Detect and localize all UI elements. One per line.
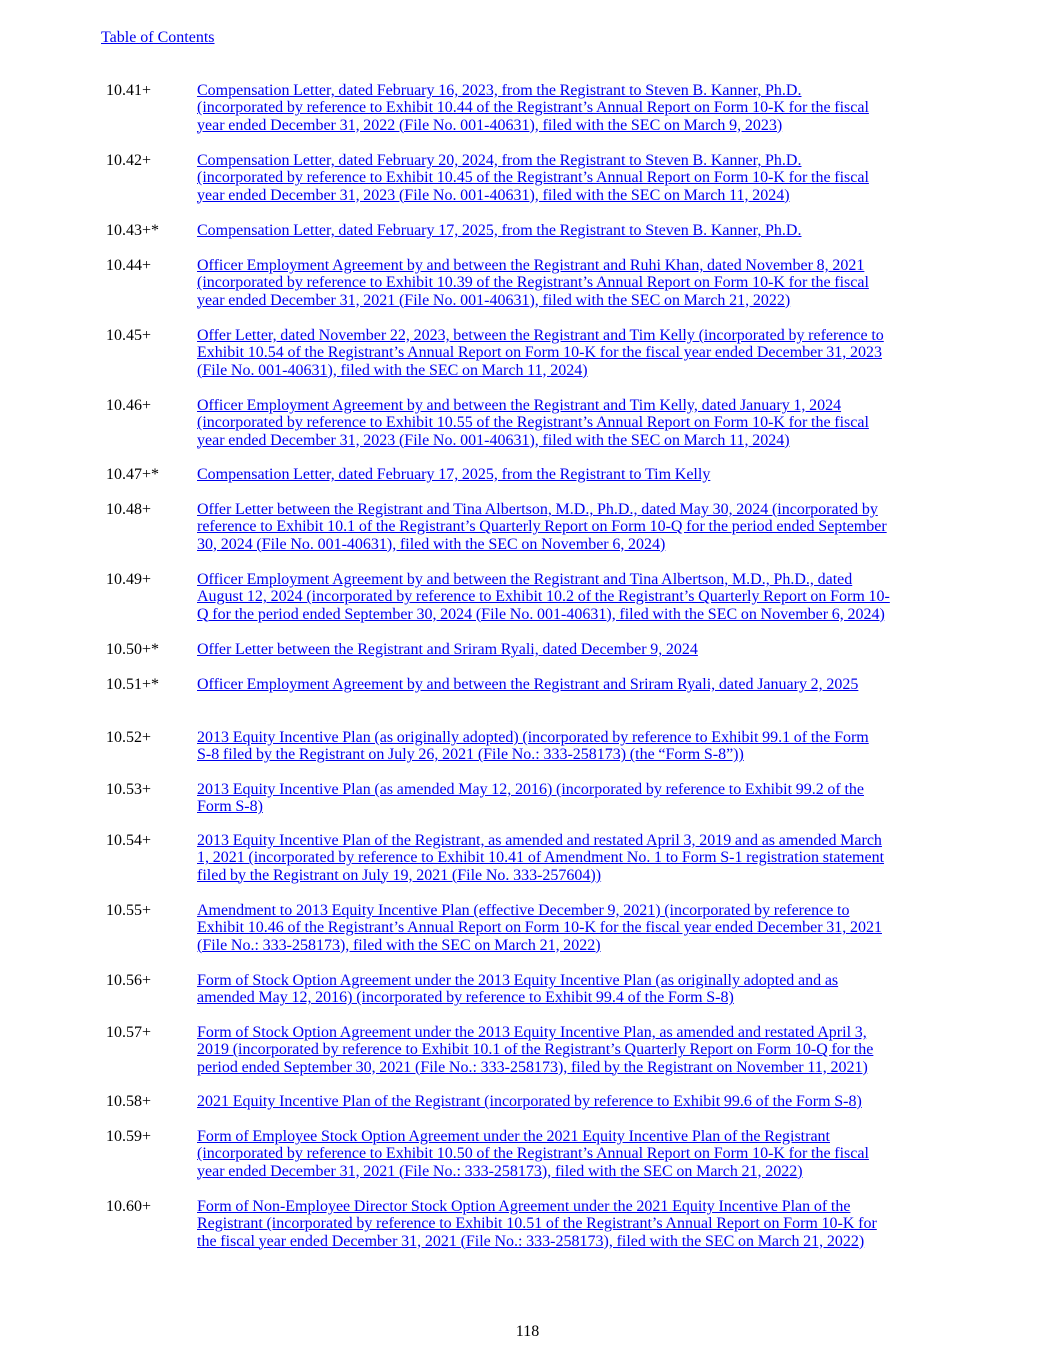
- exhibit-description-line: year ended December 31, 2023 (File No. 001-40631), filed with the SEC on March 11, 2024): [197, 186, 790, 204]
- exhibit-description-line: year ended December 31, 2022 (File No. 001-40631), filed with the SEC on March 9, 2023): [197, 116, 783, 134]
- exhibit-description-link[interactable]: [197, 466, 959, 483]
- exhibit-description-line: 2013 Equity Incentive Plan of the Registrant, as amended and restated April 3, 2019 and as amended March: [197, 832, 882, 849]
- exhibit-description-line: period ended September 30, 2021 (File No.: 333-258173), filed by the Registrant on November 11, 2021): [197, 1058, 868, 1076]
- exhibit-number: 10.46+: [106, 397, 152, 414]
- exhibit-description-link[interactable]: [197, 832, 959, 884]
- exhibit-number: 10.57+: [106, 1024, 152, 1041]
- exhibit-number: 10.44+: [106, 257, 152, 274]
- exhibit-description-line: S-8 filed by the Registrant on July 26, 2021 (File No.: 333-258173) (the “Form S-8”)): [197, 746, 744, 764]
- exhibit-description-link[interactable]: [197, 902, 959, 954]
- exhibit-description-line: filed by the Registrant on July 19, 2021 (File No. 333-257604)): [197, 866, 602, 884]
- exhibit-number: 10.42+: [106, 152, 152, 169]
- exhibit-description-line: year ended December 31, 2021 (File No.: 333-258173), filed with the SEC on March 21, 2022): [197, 1162, 803, 1180]
- exhibit-number: 10.60+: [106, 1198, 152, 1215]
- exhibit-description-line: August 12, 2024 (incorporated by reference to Exhibit 10.2 of the Registrant’s Quarterly Report on Form 10-: [197, 588, 890, 606]
- exhibit-description-line: (File No. 001-40631), filed with the SEC on March 11, 2024): [197, 361, 588, 379]
- exhibit-number: 10.41+: [106, 82, 152, 99]
- exhibit-description-line: (incorporated by reference to Exhibit 10.39 of the Registrant’s Annual Report on Form 10-K for the fiscal: [197, 274, 869, 292]
- exhibit-description-line: Offer Letter between the Registrant and Sriram Ryali, dated December 9, 2024: [197, 641, 698, 658]
- exhibit-description-link[interactable]: [197, 327, 959, 379]
- exhibit-description-line: 30, 2024 (File No. 001-40631), filed with the SEC on November 6, 2024): [197, 535, 666, 553]
- exhibit-description-link[interactable]: [197, 641, 959, 658]
- exhibit-description-line: Officer Employment Agreement by and between the Registrant and Ruhi Khan, dated November 8, 2021: [197, 257, 865, 274]
- exhibit-description-line: the fiscal year ended December 31, 2021 (File No.: 333-258173), filed with the SEC on March 21, 2022): [197, 1232, 865, 1250]
- page-number: 118: [515, 1323, 540, 1340]
- exhibit-description-line: 2013 Equity Incentive Plan (as originally adopted) (incorporated by reference to Exhibit 99.1 of the Form: [197, 729, 869, 746]
- exhibit-description-link[interactable]: [197, 397, 959, 449]
- exhibit-description-line: Officer Employment Agreement by and between the Registrant and Tina Albertson, M.D., Ph.D., dated: [197, 571, 853, 588]
- exhibit-number: 10.58+: [106, 1093, 152, 1110]
- table-of-contents-link[interactable]: Table of Contents: [101, 29, 215, 46]
- exhibit-description-line: Form of Stock Option Agreement under the 2013 Equity Incentive Plan (as originally adopted and as: [197, 972, 839, 989]
- exhibit-description-line: Officer Employment Agreement by and between the Registrant and Tim Kelly, dated January 1, 2024: [197, 397, 842, 414]
- exhibit-number: 10.56+: [106, 972, 152, 989]
- exhibit-number: 10.50+*: [106, 641, 160, 658]
- exhibit-description-line: reference to Exhibit 10.1 of the Registrant’s Quarterly Report on Form 10-Q for the period ended September: [197, 518, 887, 536]
- exhibit-description-line: Exhibit 10.54 of the Registrant’s Annual Report on Form 10-K for the fiscal year ended December 31, 2023: [197, 344, 882, 362]
- exhibit-description-link[interactable]: [197, 82, 959, 134]
- exhibit-description-link[interactable]: [197, 571, 959, 623]
- exhibit-description-line: Offer Letter, dated November 22, 2023, between the Registrant and Tim Kelly (incorporated by reference to: [197, 327, 884, 344]
- exhibit-description-line: Form of Stock Option Agreement under the 2013 Equity Incentive Plan, as amended and restated April 3,: [197, 1024, 867, 1041]
- exhibit-description-line: 1, 2021 (incorporated by reference to Exhibit 10.41 of Amendment No. 1 to Form S-1 registration statement: [197, 849, 885, 867]
- exhibit-description-line: Compensation Letter, dated February 20, 2024, from the Registrant to Steven B. Kanner, Ph.D.: [197, 152, 802, 169]
- exhibit-description-line: year ended December 31, 2023 (File No. 001-40631), filed with the SEC on March 11, 2024): [197, 431, 790, 449]
- exhibit-description-line: Officer Employment Agreement by and between the Registrant and Sriram Ryali, dated January 2, 2025: [197, 676, 859, 693]
- exhibit-description-line: (File No.: 333-258173), filed with the SEC on March 21, 2022): [197, 936, 601, 954]
- exhibit-description-line: (incorporated by reference to Exhibit 10.45 of the Registrant’s Annual Report on Form 10-K for the fiscal: [197, 169, 869, 187]
- exhibit-description-line: amended May 12, 2016) (incorporated by reference to Exhibit 99.4 of the Form S-8): [197, 989, 734, 1007]
- exhibit-description-line: Form of Non-Employee Director Stock Option Agreement under the 2021 Equity Incentive Plan of the: [197, 1198, 851, 1215]
- exhibit-description-link[interactable]: [197, 1128, 959, 1180]
- exhibit-number: 10.59+: [106, 1128, 152, 1145]
- exhibit-description-line: Q for the period ended September 30, 2024 (File No. 001-40631), filed with the SEC on November 6, 2024): [197, 605, 885, 623]
- exhibit-number: 10.43+*: [106, 222, 160, 239]
- exhibit-description-line: Form S-8): [197, 798, 263, 816]
- exhibit-description-link[interactable]: [197, 222, 959, 239]
- exhibit-number: 10.55+: [106, 902, 152, 919]
- exhibit-number: 10.48+: [106, 501, 152, 518]
- exhibit-description-link[interactable]: [197, 152, 959, 204]
- exhibit-description-link[interactable]: [197, 1093, 959, 1110]
- exhibit-description-link[interactable]: [197, 257, 959, 309]
- exhibit-description-line: Form of Employee Stock Option Agreement under the 2021 Equity Incentive Plan of the Registrant: [197, 1128, 831, 1145]
- exhibit-description-line: (incorporated by reference to Exhibit 10.44 of the Registrant’s Annual Report on Form 10-K for the fiscal: [197, 99, 869, 117]
- exhibit-description-link[interactable]: [197, 729, 959, 764]
- exhibit-description-line: Amendment to 2013 Equity Incentive Plan (effective December 9, 2021) (incorporated by reference to: [197, 902, 850, 919]
- exhibit-description-line: Registrant (incorporated by reference to Exhibit 10.51 of the Registrant’s Annual Report on Form 10-K for: [197, 1215, 877, 1233]
- exhibit-number: 10.47+*: [106, 466, 160, 483]
- exhibit-number: 10.51+*: [106, 676, 160, 693]
- exhibit-number: 10.53+: [106, 781, 152, 798]
- exhibit-description-line: year ended December 31, 2021 (File No. 001-40631), filed with the SEC on March 21, 2022): [197, 291, 791, 309]
- exhibit-description-line: 2013 Equity Incentive Plan (as amended May 12, 2016) (incorporated by reference to Exhibit 99.2 of the: [197, 781, 864, 798]
- exhibit-description-link[interactable]: [197, 781, 959, 816]
- exhibit-description-line: Compensation Letter, dated February 16, 2023, from the Registrant to Steven B. Kanner, Ph.D.: [197, 82, 802, 99]
- exhibit-number: 10.52+: [106, 729, 152, 746]
- exhibit-description-line: Compensation Letter, dated February 17, 2025, from the Registrant to Tim Kelly: [197, 466, 711, 483]
- exhibit-description-line: Compensation Letter, dated February 17, 2025, from the Registrant to Steven B. Kanner, Ph.D.: [197, 222, 802, 239]
- exhibit-description-line: 2019 (incorporated by reference to Exhibit 10.1 of the Registrant’s Quarterly Report on Form 10-Q for the: [197, 1041, 874, 1059]
- exhibit-description-line: (incorporated by reference to Exhibit 10.50 of the Registrant’s Annual Report on Form 10-K for the fiscal: [197, 1145, 869, 1163]
- exhibit-description-line: 2021 Equity Incentive Plan of the Registrant (incorporated by reference to Exhibit 99.6 of the Form S-8): [197, 1093, 862, 1110]
- exhibit-number: 10.49+: [106, 571, 152, 588]
- exhibit-number: 10.54+: [106, 832, 152, 849]
- exhibit-description-line: Exhibit 10.46 of the Registrant’s Annual Report on Form 10-K for the fiscal year ended December 31, 2021: [197, 919, 882, 937]
- exhibit-description-link[interactable]: [197, 1198, 959, 1250]
- exhibit-description-link[interactable]: [197, 972, 959, 1007]
- exhibit-description-line: (incorporated by reference to Exhibit 10.55 of the Registrant’s Annual Report on Form 10-K for the fiscal: [197, 414, 869, 432]
- exhibit-description-line: Offer Letter between the Registrant and Tina Albertson, M.D., Ph.D., dated May 30, 2024 (incorporated by: [197, 501, 878, 518]
- exhibit-description-link[interactable]: [197, 501, 959, 553]
- exhibit-number: 10.45+: [106, 327, 152, 344]
- exhibit-description-link[interactable]: [197, 1024, 959, 1076]
- exhibit-description-link[interactable]: [197, 676, 959, 693]
